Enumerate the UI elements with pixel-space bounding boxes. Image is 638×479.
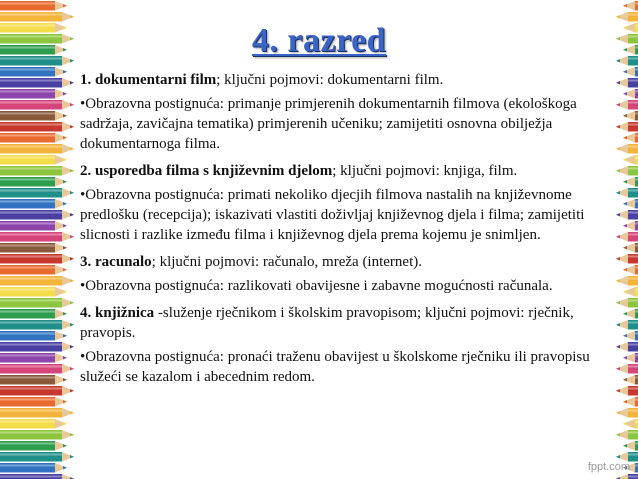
pencil-icon (0, 232, 74, 242)
item-1 (80, 70, 590, 90)
pencil-icon (616, 78, 638, 88)
pencil-icon (0, 463, 67, 473)
pencil-icon (0, 419, 67, 429)
pencil-icon (623, 287, 638, 297)
pencil-icon (623, 441, 638, 451)
pencil-icon (0, 364, 74, 374)
item-4-outcome: •Obrazovna postignuća: pronaći traženu obavijest u školskome rječniku ili pravopisu služeći se kazalom i abecednim redom. (80, 349, 590, 385)
pencil-icon (0, 331, 67, 341)
pencil-icon (0, 133, 67, 143)
pencil-icon (623, 89, 638, 99)
pencil-icon (0, 188, 74, 198)
pencil-icon (616, 386, 638, 396)
pencil-icon (616, 298, 638, 308)
pencil-icon (0, 342, 74, 352)
item-2-keywords: ; ključni pojmovi: knjiga, film. (332, 163, 518, 179)
pencil-icon (0, 397, 67, 407)
pencil-icon (616, 364, 638, 374)
pencil-icon (0, 199, 67, 209)
item-2-outcome: •Obrazovna postignuća: primati nekoliko djecjih filmova nastalih na književnome predlošku (recepcija); iskazivati vlastiti doživljaj književnog djela i filma; zamijetiti slicnosti i razlike između filma i književnog djela prema kojemu je snimljen. (80, 187, 585, 243)
pencil-icon (0, 320, 74, 330)
colored-pencils-right-decoration (612, 0, 638, 479)
pencil-icon (623, 265, 638, 275)
pencil-icon (0, 430, 74, 440)
pencil-icon (623, 419, 638, 429)
pencil-icon (623, 133, 638, 143)
pencil-icon (0, 166, 74, 176)
pencil-icon (0, 89, 67, 99)
pencil-icon (0, 12, 74, 22)
item-4-heading: 4. knjižnica (80, 305, 155, 321)
pencil-icon (623, 1, 638, 11)
pencil-icon (616, 276, 638, 286)
pencil-icon (623, 397, 638, 407)
item-3-outcome: •Obrazovna postignuća: razlikovati obavijesne i zabavne mogućnosti računala. (80, 278, 553, 294)
pencil-icon (616, 430, 638, 440)
pencil-icon (623, 67, 638, 77)
item-3-keywords: ; ključni pojmovi: računalo, mreža (internet). (151, 254, 422, 270)
pencil-icon (623, 177, 638, 187)
item-1-outcome: •Obrazovna postignuća: primanje primjerenih dokumentarnih filmova (ekološkoga sadržaja, zavičajna tematika) primjerenih učeniku; zamijetiti osnovna obilježja dokumentarnoga filma. (80, 96, 577, 152)
pencil-icon (616, 254, 638, 264)
pencil-icon (616, 188, 638, 198)
pencil-icon (623, 199, 638, 209)
colored-pencils-left-decoration (0, 0, 78, 479)
pencil-icon (0, 78, 74, 88)
pencil-icon (0, 298, 74, 308)
pencil-icon (0, 408, 74, 418)
pencil-icon (616, 232, 638, 242)
item-4 (80, 303, 590, 343)
pencil-icon (0, 309, 67, 319)
pencil-icon (616, 144, 638, 154)
pencil-icon (0, 276, 74, 286)
pencil-icon (0, 386, 74, 396)
pencil-icon (0, 287, 67, 297)
pencil-icon (616, 408, 638, 418)
item-3-heading: 3. racunalo (80, 254, 152, 270)
pencil-icon (623, 331, 638, 341)
item-4-keywords: -služenje rječnikom i školskim pravopisom; ključni pojmovi: rječnik, pravopis. (80, 305, 574, 341)
pencil-icon (0, 221, 67, 231)
pencil-icon (623, 221, 638, 231)
item-2 (80, 161, 590, 181)
pencil-icon (616, 100, 638, 110)
slide-title: 4. razred (251, 22, 387, 59)
pencil-icon (616, 320, 638, 330)
pencil-icon (0, 144, 74, 154)
pencil-icon (616, 474, 638, 479)
pencil-icon (623, 155, 638, 165)
pencil-icon (616, 210, 638, 220)
pencil-icon (0, 441, 67, 451)
pencil-icon (623, 375, 638, 385)
pencil-icon (623, 309, 638, 319)
pencil-icon (0, 100, 74, 110)
pencil-icon (0, 254, 74, 264)
pencil-icon (0, 1, 67, 11)
pencil-icon (616, 122, 638, 132)
item-1-heading: 1. dokumentarni film (80, 72, 217, 88)
pencil-icon (0, 265, 67, 275)
pencil-icon (623, 353, 638, 363)
pencil-icon (0, 452, 74, 462)
item-3 (80, 252, 590, 272)
pencil-icon (0, 375, 67, 385)
item-2-heading: 2. usporedba filma s književnim djelom (80, 163, 333, 179)
pencil-icon (0, 155, 67, 165)
pencil-icon (616, 12, 638, 22)
pencil-icon (0, 474, 74, 479)
pencil-icon (0, 177, 67, 187)
item-1-keywords: ; ključni pojmovi: dokumentarni film. (216, 72, 444, 88)
pencil-icon (0, 122, 74, 132)
pencil-icon (616, 342, 638, 352)
pencil-icon (0, 210, 74, 220)
pencil-icon (623, 243, 638, 253)
pencil-icon (616, 166, 638, 176)
slide-content (80, 70, 590, 394)
pencil-icon (0, 111, 67, 121)
pencil-icon (623, 111, 638, 121)
pencil-icon (0, 67, 67, 77)
pencil-icon (0, 243, 67, 253)
pencil-icon (0, 353, 67, 363)
watermark: fppt.com (587, 461, 630, 473)
